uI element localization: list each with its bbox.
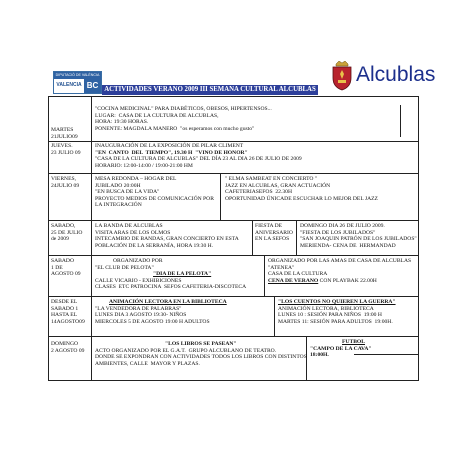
table-rule [400, 105, 401, 137]
table-rule [48, 220, 419, 221]
table-rule [264, 255, 265, 296]
table-rule [48, 296, 419, 297]
event-futbol: FUTBOL "CAMPO DE LA CAVA" 18:00H. [310, 339, 372, 359]
row-date: JUEVES. 23 JULIO 09 [51, 143, 81, 156]
row-date: DOMINGO 2 AGOSTO 09 [51, 341, 85, 354]
date-column-rule [91, 96, 92, 381]
row-date: DESDE EL SABADO 1 HASTA EL 14AGOSTO09 [51, 299, 85, 325]
event-dia-pelota: ORGANIZADO POR "EL CLUB DE PELOTA" "DIA DE LA PELOTA" CALLE VICARIO - EXHIBICIONES CLASES ETC PATROCINA SEFOS CAFETERIA-DISCOTECA [95, 258, 247, 291]
event-cuentos-guerra: "LOS CUENTOS NO QUIEREN LA GUERRA" ANIMACIÓN LECTORA, BIBLIOTECA LUNES 10 : SESIÓN PARA NIÑOS 19:00 H MARTES 11: SESIÓN PARA ADULTOS 19:00H. [278, 299, 396, 325]
event-exposicion: INAUGURACIÓN DE LA EXPOSICIÓN DE PILAR CLIMENT "EN CANTO DEL TIEMPO", 19.30 H "VINO DE HONOR" "CASA DE LA CULTURA DE ALCUBLAS" DEL DÍA 23 AL DIA 26 DE JULIO DE 2009 HORARIO: 12:00-14:00 / 19:00-21:00 HM [95, 143, 302, 169]
coat-of-arms-icon [330, 61, 354, 91]
table-rule [252, 220, 253, 255]
event-fiesta-jubilados: DOMINGO DIA 26 DE JULIO 2009. "FIESTA DE LOS JUBILADOS" "SAN JOAQUIN PATRÓN DE LOS JUBILADOS" MERIENDA- CENA DE HERMANDAD [300, 223, 417, 249]
table-rule [274, 296, 275, 336]
event-libros-pasean: "LOS LIBROS SE PASEAN" ACTO ORGANIZADO POR EL G.A.T. GRUPO ALCUBLANO DE TEATRO. DONDE SE EXPONDRAN CON ACTIVIDADES TODOS LOS LIBROS CON DISTINTOS AMBIENTES, CALLE MAYOR Y PLAZAS. [95, 341, 307, 367]
table-rule [48, 255, 419, 256]
event-concierto-jazz: " ELMA SAMBEAT EN CONCIERTO " JAZZ EN ALCUBLAS, GRAN ACTUACIÓN CAFETERIASEFOS 22.30H OPORTUNIDAD ÚNICADE ESCUCHAR LO MEJOR DEL JAZZ [225, 176, 378, 202]
table-border-top [48, 96, 419, 97]
event-aniversario: FIESTA DE ANIVERSARIO EN LA SEFOS [255, 223, 293, 243]
table-rule [48, 336, 419, 337]
table-border-left [48, 96, 49, 381]
town-name: Alcublas [356, 63, 436, 86]
logo-mark: BC [84, 79, 101, 93]
row-date: MARTES 21JULIO09 [51, 127, 78, 140]
event-mesa-redonda: MESA REDONDA – HOGAR DEL JUBILADO 20:00H "EN BUSCA DE LA VIDA" PROYECTO MEDIOS DE COMUNICACIÓN POR LA INTEGRACIÓN [95, 176, 214, 209]
row-date: SABADO, 25 DE JULIO de 2009 [51, 223, 83, 243]
table-border-right [418, 96, 419, 381]
logo-top-text: DIPUTACIÓ DE VALÈNCIA [55, 73, 100, 77]
table-rule [296, 220, 297, 255]
table-border-bottom [48, 380, 419, 381]
event-cena-verano: ORGANIZADO POR LAS AMAS DE CASA DE ALCUBLAS "ATENEA" CASA DE LA CULTURA CENA DE VERANO CON PLAYBAK 22.00H [268, 258, 412, 284]
row-date: VIERNES, 24JULIO 09 [51, 176, 80, 189]
logo-main-text: VALENCIA [56, 82, 82, 88]
diputacion-logo [53, 71, 102, 94]
event-banda: LA BANDA DE ALCUBLAS VISITA ARAS DE LOS OLMOS INTECAMBIO DE BANDAS, GRAN CONCIERTO EN ESTA POBLACIÓN DE LA SERRANÍA, HORA 19:30 H. [95, 223, 239, 249]
table-rule [48, 173, 419, 174]
event-cocina-medicinal: "COCINA MEDICINAL" PARA DIABÉTICOS, OBESOS, HIPERTENSOS... LUGAR: CASA DE LA CULTURA DE ALCUBLAS, HORA: 19:30 HORAS. PONENTE: MAGDALA MANERO "os esperamos con mucho gusto" [95, 106, 272, 132]
event-vendedora-palabras: ANIMACIÓN LECTORA EN LA BIBLIOTECA "LA VENDEDORA DE PALABRAS" LUNES DIA 3 AGOSTO 19:30- NIÑOS MIERCOLES 5 DE AGOSTO 19:00 H ADULTOS [95, 299, 227, 325]
event-banner: ACTIVIDADES VERANO 2009 III SEMANA CULTURAL ALCUBLAS [102, 85, 318, 95]
row-date: SABADO 1 DE AGOSTO 09 [51, 258, 81, 278]
table-rule [48, 141, 419, 142]
table-rule [220, 173, 221, 220]
